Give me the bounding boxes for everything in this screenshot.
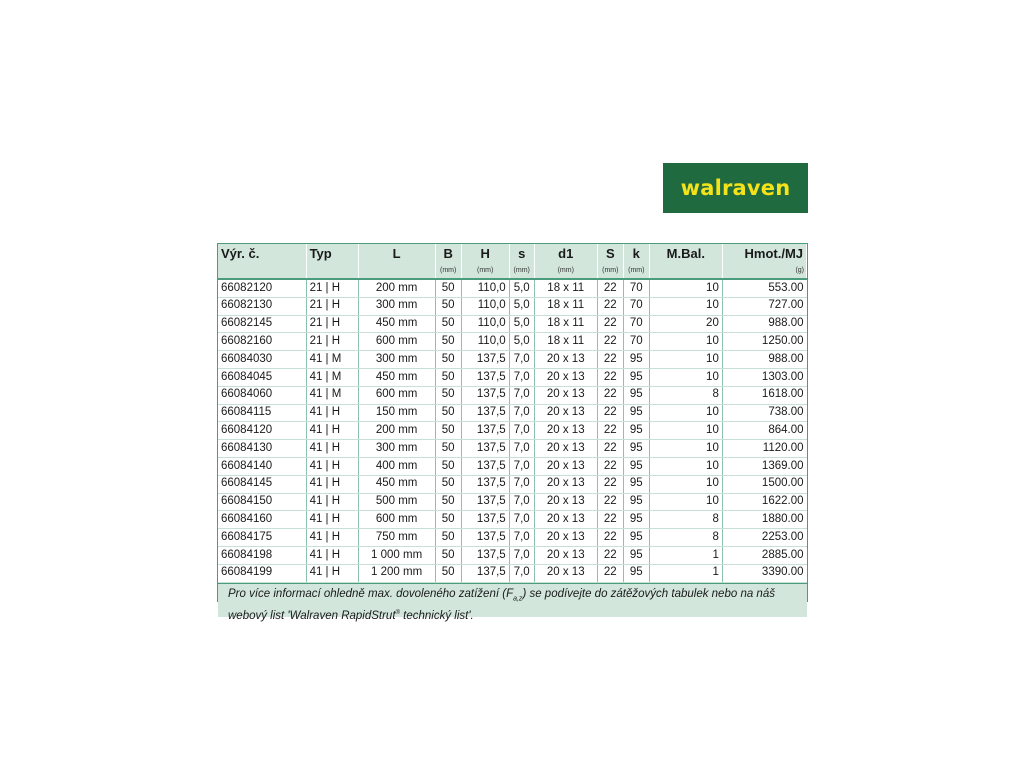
cell-pack-qty: 10 xyxy=(649,440,722,458)
cell-type: 41 | M xyxy=(306,386,358,404)
cell-dim-k: 95 xyxy=(623,564,649,582)
cell-article-number: 66084045 xyxy=(218,368,306,386)
unit-cell: (mm) xyxy=(435,263,461,279)
cell-thickness-s: 7,0 xyxy=(509,386,534,404)
cell-article-number: 66084115 xyxy=(218,404,306,422)
cell-weight: 553.00 xyxy=(722,279,806,297)
cell-pack-qty: 10 xyxy=(649,368,722,386)
cell-height-h: 137,5 xyxy=(461,457,509,475)
cell-dim-s: 22 xyxy=(597,315,623,333)
cell-length: 1 200 mm xyxy=(358,564,435,582)
cell-width-b: 50 xyxy=(435,351,461,369)
cell-length: 600 mm xyxy=(358,511,435,529)
cell-length: 300 mm xyxy=(358,440,435,458)
cell-height-h: 137,5 xyxy=(461,422,509,440)
product-table-container xyxy=(217,243,808,622)
table-body xyxy=(218,279,807,582)
cell-dim-s: 22 xyxy=(597,422,623,440)
cell-width-b: 50 xyxy=(435,564,461,582)
table-row xyxy=(218,279,807,297)
cell-dim-s: 22 xyxy=(597,351,623,369)
cell-weight: 727.00 xyxy=(722,297,806,315)
cell-pack-qty: 10 xyxy=(649,475,722,493)
cell-type: 21 | H xyxy=(306,279,358,297)
units-row xyxy=(218,263,807,279)
cell-weight: 738.00 xyxy=(722,404,806,422)
cell-length: 450 mm xyxy=(358,368,435,386)
cell-pack-qty: 10 xyxy=(649,279,722,297)
cell-hole-d1: 18 x 11 xyxy=(534,297,597,315)
cell-length: 600 mm xyxy=(358,386,435,404)
cell-height-h: 110,0 xyxy=(461,279,509,297)
cell-thickness-s: 5,0 xyxy=(509,315,534,333)
cell-weight: 1500.00 xyxy=(722,475,806,493)
cell-width-b: 50 xyxy=(435,475,461,493)
cell-pack-qty: 10 xyxy=(649,422,722,440)
note-text-2: ) se podívejte do zátěžových tabulek nebo na náš webový list 'Walraven RapidStrut xyxy=(228,587,775,622)
cell-length: 400 mm xyxy=(358,457,435,475)
cell-length: 1 000 mm xyxy=(358,546,435,564)
cell-hole-d1: 20 x 13 xyxy=(534,475,597,493)
header-cell: H xyxy=(461,244,509,263)
cell-weight: 1618.00 xyxy=(722,386,806,404)
cell-length: 450 mm xyxy=(358,475,435,493)
walraven-logo xyxy=(663,163,808,213)
cell-pack-qty: 10 xyxy=(649,333,722,351)
unit-cell: (g) xyxy=(722,263,806,279)
cell-dim-k: 95 xyxy=(623,422,649,440)
cell-type: 21 | H xyxy=(306,315,358,333)
cell-weight: 1622.00 xyxy=(722,493,806,511)
cell-thickness-s: 7,0 xyxy=(509,457,534,475)
cell-pack-qty: 10 xyxy=(649,404,722,422)
cell-dim-s: 22 xyxy=(597,297,623,315)
table-row xyxy=(218,351,807,369)
cell-hole-d1: 18 x 11 xyxy=(534,279,597,297)
cell-hole-d1: 20 x 13 xyxy=(534,564,597,582)
cell-dim-k: 95 xyxy=(623,457,649,475)
cell-hole-d1: 20 x 13 xyxy=(534,440,597,458)
cell-weight: 2253.00 xyxy=(722,529,806,547)
header-cell: d1 xyxy=(534,244,597,263)
cell-article-number: 66084060 xyxy=(218,386,306,404)
cell-weight: 1303.00 xyxy=(722,368,806,386)
cell-width-b: 50 xyxy=(435,315,461,333)
logo-text: walraven xyxy=(680,176,791,200)
cell-width-b: 50 xyxy=(435,493,461,511)
cell-hole-d1: 20 x 13 xyxy=(534,351,597,369)
cell-type: 41 | H xyxy=(306,457,358,475)
cell-height-h: 110,0 xyxy=(461,297,509,315)
cell-article-number: 66084175 xyxy=(218,529,306,547)
cell-thickness-s: 5,0 xyxy=(509,333,534,351)
cell-hole-d1: 18 x 11 xyxy=(534,333,597,351)
cell-hole-d1: 20 x 13 xyxy=(534,529,597,547)
cell-dim-s: 22 xyxy=(597,546,623,564)
cell-weight: 988.00 xyxy=(722,315,806,333)
cell-width-b: 50 xyxy=(435,529,461,547)
cell-dim-s: 22 xyxy=(597,457,623,475)
cell-type: 41 | M xyxy=(306,351,358,369)
cell-height-h: 137,5 xyxy=(461,440,509,458)
table-row xyxy=(218,493,807,511)
cell-hole-d1: 20 x 13 xyxy=(534,457,597,475)
cell-dim-s: 22 xyxy=(597,475,623,493)
cell-article-number: 66082145 xyxy=(218,315,306,333)
cell-length: 750 mm xyxy=(358,529,435,547)
header-cell: Výr. č. xyxy=(218,244,306,263)
cell-weight: 1250.00 xyxy=(722,333,806,351)
product-table xyxy=(218,244,807,583)
table-row xyxy=(218,457,807,475)
cell-pack-qty: 10 xyxy=(649,351,722,369)
cell-thickness-s: 5,0 xyxy=(509,279,534,297)
table-row xyxy=(218,315,807,333)
cell-weight: 1369.00 xyxy=(722,457,806,475)
cell-weight: 988.00 xyxy=(722,351,806,369)
cell-type: 21 | H xyxy=(306,333,358,351)
table-row xyxy=(218,564,807,582)
cell-width-b: 50 xyxy=(435,546,461,564)
table-row xyxy=(218,440,807,458)
header-cell: s xyxy=(509,244,534,263)
table-row xyxy=(218,368,807,386)
cell-height-h: 137,5 xyxy=(461,564,509,582)
cell-length: 450 mm xyxy=(358,315,435,333)
cell-length: 200 mm xyxy=(358,279,435,297)
cell-dim-k: 95 xyxy=(623,493,649,511)
cell-width-b: 50 xyxy=(435,297,461,315)
cell-width-b: 50 xyxy=(435,333,461,351)
cell-dim-s: 22 xyxy=(597,493,623,511)
note-text-3: technický list'. xyxy=(399,609,474,622)
cell-pack-qty: 1 xyxy=(649,546,722,564)
cell-thickness-s: 7,0 xyxy=(509,404,534,422)
cell-height-h: 137,5 xyxy=(461,368,509,386)
cell-article-number: 66084140 xyxy=(218,457,306,475)
table-row xyxy=(218,546,807,564)
cell-dim-k: 95 xyxy=(623,351,649,369)
cell-length: 300 mm xyxy=(358,297,435,315)
cell-article-number: 66084130 xyxy=(218,440,306,458)
cell-height-h: 110,0 xyxy=(461,315,509,333)
cell-type: 41 | H xyxy=(306,440,358,458)
cell-thickness-s: 7,0 xyxy=(509,564,534,582)
cell-dim-k: 95 xyxy=(623,368,649,386)
cell-type: 41 | M xyxy=(306,368,358,386)
cell-pack-qty: 8 xyxy=(649,511,722,529)
cell-hole-d1: 18 x 11 xyxy=(534,315,597,333)
cell-type: 41 | H xyxy=(306,475,358,493)
cell-article-number: 66084150 xyxy=(218,493,306,511)
unit-cell xyxy=(649,263,722,279)
cell-weight: 864.00 xyxy=(722,422,806,440)
cell-height-h: 137,5 xyxy=(461,351,509,369)
cell-width-b: 50 xyxy=(435,457,461,475)
cell-width-b: 50 xyxy=(435,368,461,386)
cell-height-h: 137,5 xyxy=(461,511,509,529)
cell-length: 150 mm xyxy=(358,404,435,422)
cell-type: 41 | H xyxy=(306,546,358,564)
cell-height-h: 137,5 xyxy=(461,529,509,547)
cell-pack-qty: 8 xyxy=(649,386,722,404)
cell-type: 41 | H xyxy=(306,511,358,529)
cell-dim-k: 70 xyxy=(623,297,649,315)
cell-height-h: 137,5 xyxy=(461,475,509,493)
cell-dim-k: 70 xyxy=(623,333,649,351)
table-row xyxy=(218,333,807,351)
unit-cell xyxy=(218,263,306,279)
cell-length: 600 mm xyxy=(358,333,435,351)
cell-thickness-s: 7,0 xyxy=(509,493,534,511)
cell-dim-s: 22 xyxy=(597,368,623,386)
cell-weight: 1120.00 xyxy=(722,440,806,458)
cell-hole-d1: 20 x 13 xyxy=(534,368,597,386)
unit-cell: (mm) xyxy=(534,263,597,279)
cell-length: 500 mm xyxy=(358,493,435,511)
cell-pack-qty: 20 xyxy=(649,315,722,333)
cell-dim-k: 95 xyxy=(623,529,649,547)
cell-dim-k: 95 xyxy=(623,475,649,493)
header-cell: Typ xyxy=(306,244,358,263)
cell-pack-qty: 10 xyxy=(649,457,722,475)
unit-cell: (mm) xyxy=(623,263,649,279)
cell-type: 41 | H xyxy=(306,529,358,547)
cell-dim-s: 22 xyxy=(597,529,623,547)
header-cell: B xyxy=(435,244,461,263)
cell-weight: 3390.00 xyxy=(722,564,806,582)
cell-height-h: 137,5 xyxy=(461,386,509,404)
note-text-1: Pro více informací ohledně max. dovoleného zatížení (F xyxy=(228,587,514,600)
cell-hole-d1: 20 x 13 xyxy=(534,386,597,404)
cell-width-b: 50 xyxy=(435,279,461,297)
table-row xyxy=(218,386,807,404)
header-cell: k xyxy=(623,244,649,263)
header-row xyxy=(218,244,807,263)
table-note xyxy=(218,583,807,622)
cell-hole-d1: 20 x 13 xyxy=(534,493,597,511)
unit-cell: (mm) xyxy=(461,263,509,279)
cell-height-h: 137,5 xyxy=(461,404,509,422)
cell-dim-k: 95 xyxy=(623,440,649,458)
unit-cell: (mm) xyxy=(509,263,534,279)
cell-height-h: 110,0 xyxy=(461,333,509,351)
cell-article-number: 66084120 xyxy=(218,422,306,440)
cell-dim-s: 22 xyxy=(597,511,623,529)
cell-hole-d1: 20 x 13 xyxy=(534,422,597,440)
table-row xyxy=(218,297,807,315)
header-cell: S xyxy=(597,244,623,263)
cell-hole-d1: 20 x 13 xyxy=(534,404,597,422)
cell-article-number: 66084198 xyxy=(218,546,306,564)
cell-hole-d1: 20 x 13 xyxy=(534,511,597,529)
cell-dim-s: 22 xyxy=(597,386,623,404)
cell-thickness-s: 7,0 xyxy=(509,368,534,386)
cell-thickness-s: 7,0 xyxy=(509,546,534,564)
cell-article-number: 66084030 xyxy=(218,351,306,369)
cell-thickness-s: 5,0 xyxy=(509,297,534,315)
header-cell: L xyxy=(358,244,435,263)
cell-article-number: 66082160 xyxy=(218,333,306,351)
table-row xyxy=(218,422,807,440)
cell-thickness-s: 7,0 xyxy=(509,475,534,493)
cell-pack-qty: 8 xyxy=(649,529,722,547)
note-registered-mark: ® xyxy=(395,609,400,616)
cell-article-number: 66084199 xyxy=(218,564,306,582)
cell-dim-k: 95 xyxy=(623,386,649,404)
cell-hole-d1: 20 x 13 xyxy=(534,546,597,564)
cell-type: 41 | H xyxy=(306,493,358,511)
cell-dim-s: 22 xyxy=(597,333,623,351)
note-subscript: a,z xyxy=(513,594,523,602)
cell-type: 41 | H xyxy=(306,564,358,582)
cell-weight: 1880.00 xyxy=(722,511,806,529)
cell-dim-s: 22 xyxy=(597,440,623,458)
cell-height-h: 137,5 xyxy=(461,493,509,511)
cell-dim-s: 22 xyxy=(597,564,623,582)
header-cell: Hmot./MJ xyxy=(722,244,806,263)
cell-length: 200 mm xyxy=(358,422,435,440)
cell-dim-k: 95 xyxy=(623,546,649,564)
unit-cell xyxy=(306,263,358,279)
unit-cell: (mm) xyxy=(597,263,623,279)
cell-dim-k: 95 xyxy=(623,511,649,529)
cell-article-number: 66084145 xyxy=(218,475,306,493)
cell-width-b: 50 xyxy=(435,511,461,529)
unit-cell xyxy=(358,263,435,279)
table-row xyxy=(218,404,807,422)
cell-dim-k: 95 xyxy=(623,404,649,422)
cell-dim-k: 70 xyxy=(623,279,649,297)
table-row xyxy=(218,529,807,547)
cell-width-b: 50 xyxy=(435,440,461,458)
cell-thickness-s: 7,0 xyxy=(509,422,534,440)
cell-thickness-s: 7,0 xyxy=(509,511,534,529)
cell-pack-qty: 10 xyxy=(649,297,722,315)
cell-type: 41 | H xyxy=(306,422,358,440)
cell-width-b: 50 xyxy=(435,422,461,440)
cell-thickness-s: 7,0 xyxy=(509,440,534,458)
cell-height-h: 137,5 xyxy=(461,546,509,564)
cell-pack-qty: 10 xyxy=(649,493,722,511)
cell-length: 300 mm xyxy=(358,351,435,369)
table-row xyxy=(218,475,807,493)
cell-pack-qty: 1 xyxy=(649,564,722,582)
cell-dim-s: 22 xyxy=(597,279,623,297)
header-cell: M.Bal. xyxy=(649,244,722,263)
cell-article-number: 66082120 xyxy=(218,279,306,297)
cell-article-number: 66082130 xyxy=(218,297,306,315)
cell-width-b: 50 xyxy=(435,386,461,404)
cell-width-b: 50 xyxy=(435,404,461,422)
cell-weight: 2885.00 xyxy=(722,546,806,564)
cell-dim-k: 70 xyxy=(623,315,649,333)
table-row xyxy=(218,511,807,529)
cell-type: 41 | H xyxy=(306,404,358,422)
cell-dim-s: 22 xyxy=(597,404,623,422)
cell-article-number: 66084160 xyxy=(218,511,306,529)
cell-thickness-s: 7,0 xyxy=(509,529,534,547)
cell-thickness-s: 7,0 xyxy=(509,351,534,369)
cell-type: 21 | H xyxy=(306,297,358,315)
